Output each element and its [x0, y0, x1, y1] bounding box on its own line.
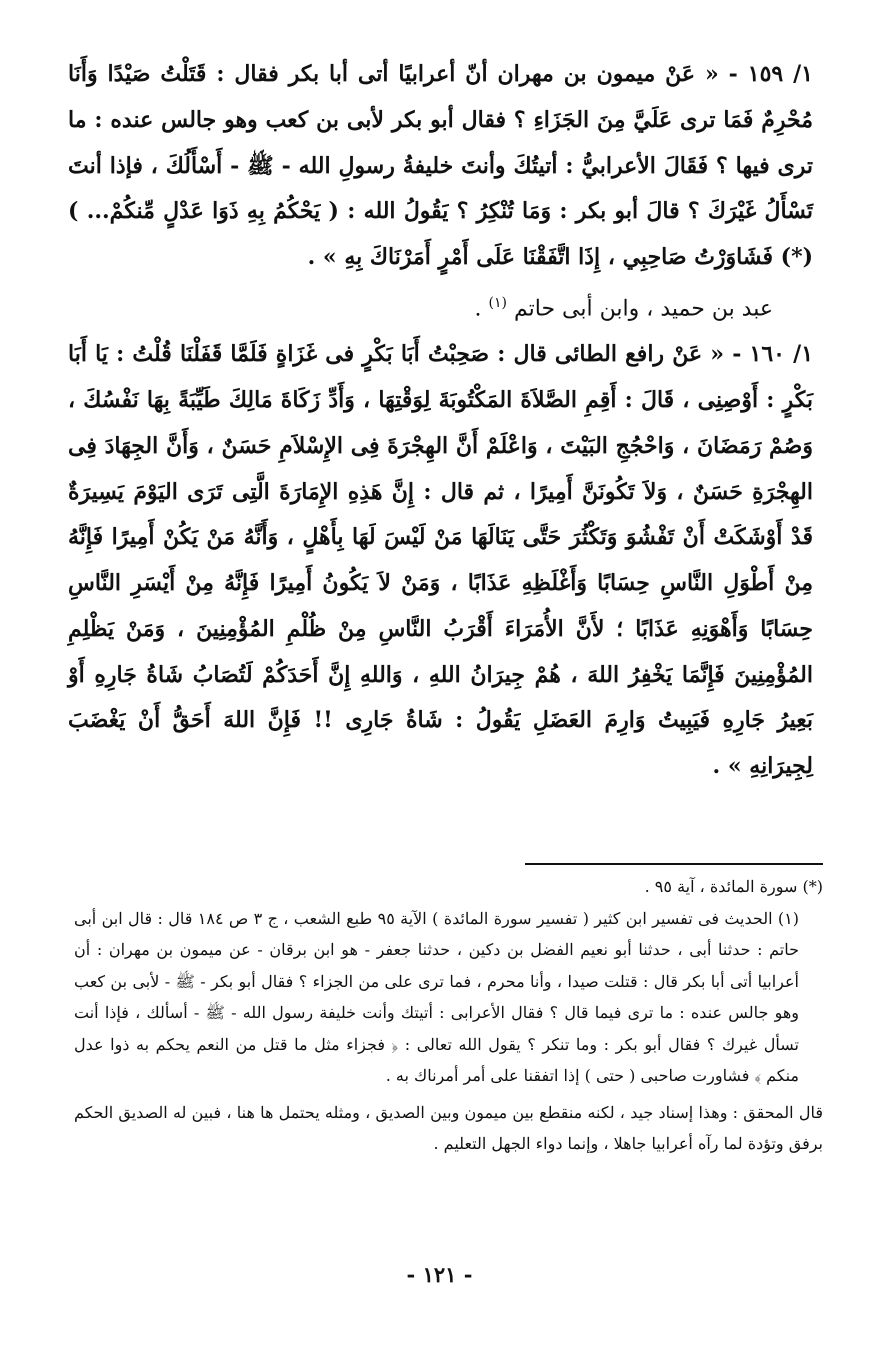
hadith-160-text: « عَنْ رافع الطائى قال : صَحِبْتُ أَبَا بَكْرٍ فى غَزَاةٍ فَلَمَّا قَفَلْنَا قُلْتُ : يَا أَبَا بَكْرٍ : أَوْصِنِى ، قَالَ : أَقِمِ الصَّلاَةَ المَكْتُوبَةَ لِوَقْتِهَا ، وَأَدِّ زَكَاةَ مَالِكَ طَيِّبَةً بِهَا نَفْسُكَ ، وَصُمْ رَمَضَانَ ، وَاحْجُجِ البَيْتَ ، وَاعْلَمْ أَنَّ الهِجْرَةَ فِى الإِسْلاَمِ حَسَنٌ ، وَأَنَّ الجِهَادَ فِى الهِجْرَةِ حَسَنٌ ، وَلاَ تَكُونَنَّ أَمِيرًا ، ثم قال : إِنَّ هَذِهِ الإِمَارَةَ الَّتِى تَرَى اليَوْمَ يَسِيرَةٌ قَدْ أَوْشَكَتْ أَنْ تَفْشُوَ وَتَكْثُرَ حَتَّى يَنَالَهَا مَنْ لَيْسَ لَهَا بِأَهْلٍ ، وَأَنَّهُ مَنْ يَكُنْ أَمِيرًا فَإِنَّهُ مِنْ أَطْوَلِ النَّاسِ حِسَابًا وَأَغْلَظِهِ عَذَابًا ، وَمَنْ لاَ يَكُونُ أَمِيرًا فَإِنَّهُ مِنْ أَيْسَرِ النَّاسِ حِسَابًا وَأَهْوَنِهِ عَذَابًا ؛ لأَنَّ الأُمَرَاءَ أَقْرَبُ النَّاسِ مِنْ ظُلْمِ المُؤْمِنِينَ ، وَمَنْ يَظْلِمِ المُؤْمِنِينَ فَإِنَّمَا يَخْفِرُ اللهَ ، هُمْ جِيرَانُ اللهِ ، وَاللهِ إِنَّ أَحَدَكُمْ لَتُصَابُ شَاةُ جَارِهِ أَوْ بَعِيرُ جَارِهِ فَيَبِيتُ وَارِمَ العَضَلِ يَقُولُ : شَاةُ جَارِى !! فَإِنَّ اللهَ أَحَقُّ أَنْ يَغْضَبَ لِجِيرَانِهِ » .: [68, 341, 813, 780]
footnote-ref-1[interactable]: (١): [488, 294, 507, 311]
hadith-160: [68, 332, 813, 790]
hadith-159-number: ١/ ١٥٩ -: [728, 61, 813, 87]
footnotes: [74, 871, 823, 1160]
footnote-divider: [525, 863, 823, 865]
hadith-159-text: « عَنْ ميمون بن مهران أنّ أعرابيًا أتى أبا بكر فقال : قَتَلْتُ صَيْدًا وَأَنَا مُحْرِمٌ فَمَا ترى عَلَيَّ مِنَ الجَزَاءِ ؟ فقال أبو بكر لأبى بن كعب وهو جالس عنده : ما ترى فيها ؟ فَقَالَ الأعرابيُّ : أتيتُكَ وأنتَ خليفةُ رسولِ الله - ﷺ - أَسْأَلُكَ ، فإذا أنتَ تَسْأَلُ غَيْرَكَ ؟ قالَ أبو بكر : وَمَا تُنْكِرُ ؟ يَقُولُ الله : ( يَحْكُمُ بِهِ ذَوَا عَدْلٍ مِّنكُمْ... ) (*) فَشَاوَرْتُ صَاحِبِي ، إِذَا اتَّفَقْنَا عَلَى أَمْرٍ أَمَرْنَاكَ بِهِ » .: [68, 61, 813, 271]
hadith-159-source-text: عبد بن حميد ، وابن أبى حاتم: [514, 296, 773, 322]
footnote-star: (*) سورة المائدة ، آية ٩٥ .: [644, 877, 823, 896]
hadith-159-source: عبد بن حميد ، وابن أبى حاتم $^{(١)}$ .: [474, 294, 773, 322]
footnote-editor-note: قال المحقق : وهذا إسناد جيد ، لكنه منقطع بين ميمون وبين الصديق ، ومثله يحتمل ها هنا ، فبين له الصديق الحكم برفق وتؤدة لما رآه أعرابيا جاهلا ، وإنما دواء الجهل التعليم .: [74, 1102, 823, 1153]
main-text: [68, 52, 813, 790]
footnote-1: (١) الحديث فى تفسير ابن كثير ( تفسير سورة المائدة ) الآية ٩٥ طبع الشعب ، ج ٣ ص ١٨٤ قال : قال ابن أبى حاتم : حدثنا أبى ، حدثنا أبو نعيم الفضل بن دكين ، حدثنا جعفر - هو ابن برقان - عن ميمون بن مهران : أن أعرابيا أتى أبا بكر قال : قتلت صيدا ، وأنا محرم ، فما ترى على من الجزاء ؟ فقال أبو بكر - ﷺ - لأبى بن كعب وهو جالس عنده : ما ترى فيما قال ؟ فقال الأعرابى : أتيتك وأنت خليفة رسول الله - ﷺ - أسألك ، فإذا أنت تسأل غيرك ؟ فقال أبو بكر : وما تنكر ؟ يقول الله تعالى : ﴿ فجزاء مثل ما قتل من النعم يحكم به ذوا عدل منكم ﴾ فشاورت صاحبى ( حتى ) إذا اتفقنا على أمر أمرناك به .: [74, 908, 800, 1085]
hadith-160-number: ١/ ١٦٠ -: [732, 341, 814, 368]
page-number: - ١٢١ -: [406, 1262, 473, 1287]
hadith-159: [68, 52, 813, 281]
